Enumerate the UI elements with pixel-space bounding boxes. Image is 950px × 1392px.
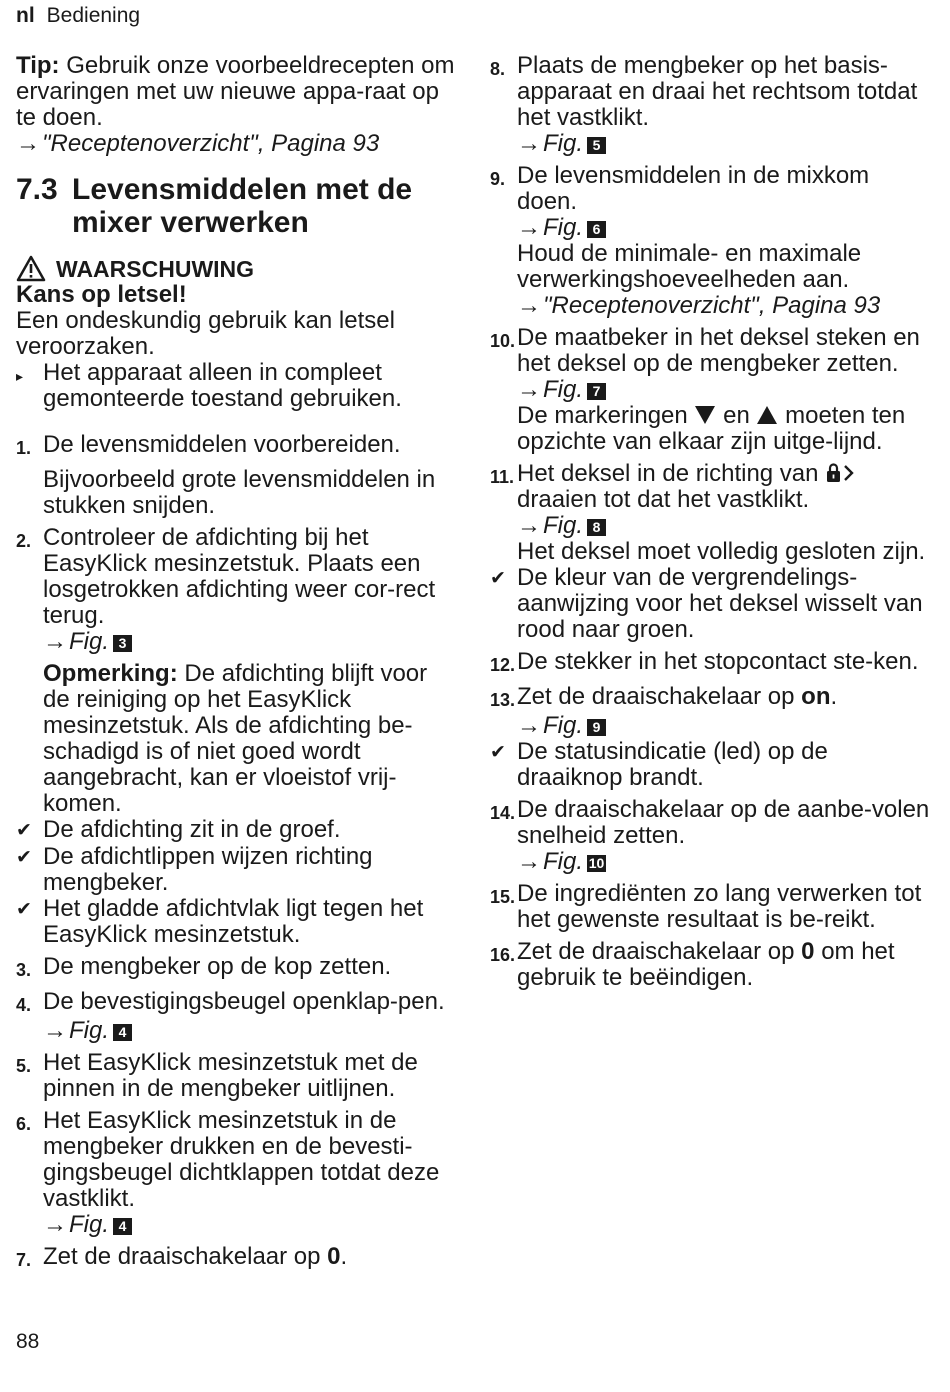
- step-3: 3. De mengbeker op de kop zetten.: [16, 953, 392, 980]
- step-1-sub: Bijvoorbeeld grote levensmiddelen in stukken snijden.: [43, 466, 436, 519]
- triangle-down-icon: [694, 405, 716, 425]
- step-9: 9. De levensmiddelen in de mixkom doen.: [490, 162, 870, 215]
- step-14-fig-ref[interactable]: →Fig. 10: [517, 848, 605, 875]
- check-item: ✔ De afdichting zit in de groef.: [16, 816, 341, 843]
- right-column: [490, 53, 930, 991]
- step-7: 7. Zet de draaischakelaar op 0.: [16, 1243, 348, 1270]
- step-4-fig-ref[interactable]: →Fig. 4: [16, 1018, 456, 1044]
- figure-number: 6: [587, 221, 606, 238]
- language-code: nl: [16, 4, 35, 27]
- step-16: 16. Zet de draaischakelaar op 0 om het gebruik te beëindigen.: [490, 938, 895, 991]
- step-1: 1. De levensmiddelen voorbereiden.: [16, 431, 401, 458]
- warning-subtitle: Kans op letsel!: [16, 281, 187, 308]
- figure-number: 9: [587, 719, 606, 736]
- bullet-icon: ▸: [16, 368, 24, 384]
- warning-text: Een ondeskundig gebruik kan letsel veroorzaken.: [16, 307, 395, 360]
- step-9-fig-ref[interactable]: →Fig. 6: [490, 215, 930, 241]
- triangle-up-icon: [756, 405, 778, 425]
- step-8-fig-ref[interactable]: →Fig. 5: [490, 131, 930, 157]
- figure-number: 10: [588, 855, 605, 871]
- warning-title: WAARSCHUWING: [16, 255, 456, 282]
- left-column: [16, 53, 456, 1273]
- step-2-note: Opmerking: De afdichting blijft voor de reiniging op het EasyKlick mesinzetstuk. Als de afdichting be-schadigd is of niet goed wordt aangebracht, kan er vloeistof vrij-komen.: [43, 660, 428, 817]
- check-item: ✔ De kleur van de vergrendelings-aanwijzing voor het deksel wisselt van rood naar groen.: [490, 564, 923, 643]
- step-15: 15. De ingrediënten zo lang verwerken tot het gewenste resultaat is be-reikt.: [490, 880, 922, 933]
- check-item: ✔ Het gladde afdichtvlak ligt tegen het EasyKlick mesinzetstuk.: [16, 895, 424, 948]
- step-11: 11. Het deksel in de richting van draaien tot dat het vastklikt.: [490, 461, 930, 513]
- running-header: [16, 4, 140, 28]
- step-14: 14. De draaischakelaar op de aanbe-volen snelheid zetten.: [490, 796, 930, 849]
- check-icon: ✔: [16, 899, 32, 920]
- check-icon: ✔: [490, 568, 506, 589]
- step-12: 12. De stekker in het stopcontact ste-ken.: [490, 648, 919, 675]
- section-heading: 7.3 Levensmiddelen met de mixer verwerken: [16, 173, 413, 239]
- step-5: 5. Het EasyKlick mesinzetstuk met de pinnen in de mengbeker uitlijnen.: [16, 1049, 418, 1102]
- step-8: 8. Plaats de mengbeker op het basis-apparaat en draai het rechtsom totdat het vastklikt.: [490, 52, 918, 131]
- section-name: Bediening: [46, 4, 141, 27]
- tip-ref[interactable]: →"Receptenoverzicht", Pagina 93: [16, 130, 380, 157]
- figure-number: 3: [113, 635, 132, 652]
- step-2-fig-ref[interactable]: →Fig. 3: [16, 629, 456, 655]
- warning-bullet: ▸ Het apparaat alleen in compleet gemonteerde toestand gebruiken.: [16, 359, 402, 412]
- step-9-ref[interactable]: →"Receptenoverzicht", Pagina 93: [517, 292, 881, 319]
- step-10-fig-ref[interactable]: →Fig. 7: [490, 377, 930, 403]
- step-13-fig-ref[interactable]: →Fig. 9: [490, 713, 930, 739]
- check-icon: ✔: [490, 742, 506, 763]
- figure-number: 4: [113, 1218, 132, 1235]
- check-icon: ✔: [16, 847, 32, 868]
- figure-number: 7: [587, 383, 606, 400]
- page-number: 88: [16, 1330, 40, 1353]
- check-item: ✔ De afdichtlippen wijzen richting mengbeker.: [16, 843, 373, 896]
- step-4: 4. De bevestigingsbeugel openklap-pen.: [16, 988, 445, 1015]
- figure-number: 4: [113, 1024, 132, 1041]
- check-item: ✔ De statusindicatie (led) op de draaiknop brandt.: [490, 738, 828, 791]
- step-11-fig-ref[interactable]: →Fig. 8: [490, 513, 930, 539]
- warning-triangle-icon: [16, 255, 46, 282]
- step-11-extra: Het deksel moet volledig gesloten zijn.: [517, 538, 926, 565]
- figure-number: 5: [587, 137, 606, 154]
- step-6-fig-ref[interactable]: →Fig. 4: [16, 1212, 456, 1238]
- check-icon: ✔: [16, 820, 32, 841]
- lock-arrow-icon: [825, 462, 855, 484]
- step-9-extra: Houd de minimale- en maximale verwerkingshoeveelheden aan.: [517, 240, 862, 293]
- step-10: 10. De maatbeker in het deksel steken en het deksel op de mengbeker zetten.: [490, 324, 920, 377]
- figure-number: 8: [587, 519, 606, 536]
- step-2: 2. Controleer de afdichting bij het EasyKlick mesinzetstuk. Plaats een losgetrokken afdichting weer cor-rect terug.: [16, 524, 436, 629]
- step-13: 13. Zet de draaischakelaar op on.: [490, 683, 838, 710]
- tip: Tip: Gebruik onze voorbeeldrecepten om ervaringen met uw nieuwe appa-raat op te doen.: [16, 52, 455, 131]
- step-6: 6. Het EasyKlick mesinzetstuk in de mengbeker drukken en de bevesti-gingsbeugel dichtklappen totdat deze vastklikt.: [16, 1107, 440, 1212]
- step-10-extra: De markeringen en moeten ten opzichte van elkaar zijn uitge-lijnd.: [517, 402, 906, 455]
